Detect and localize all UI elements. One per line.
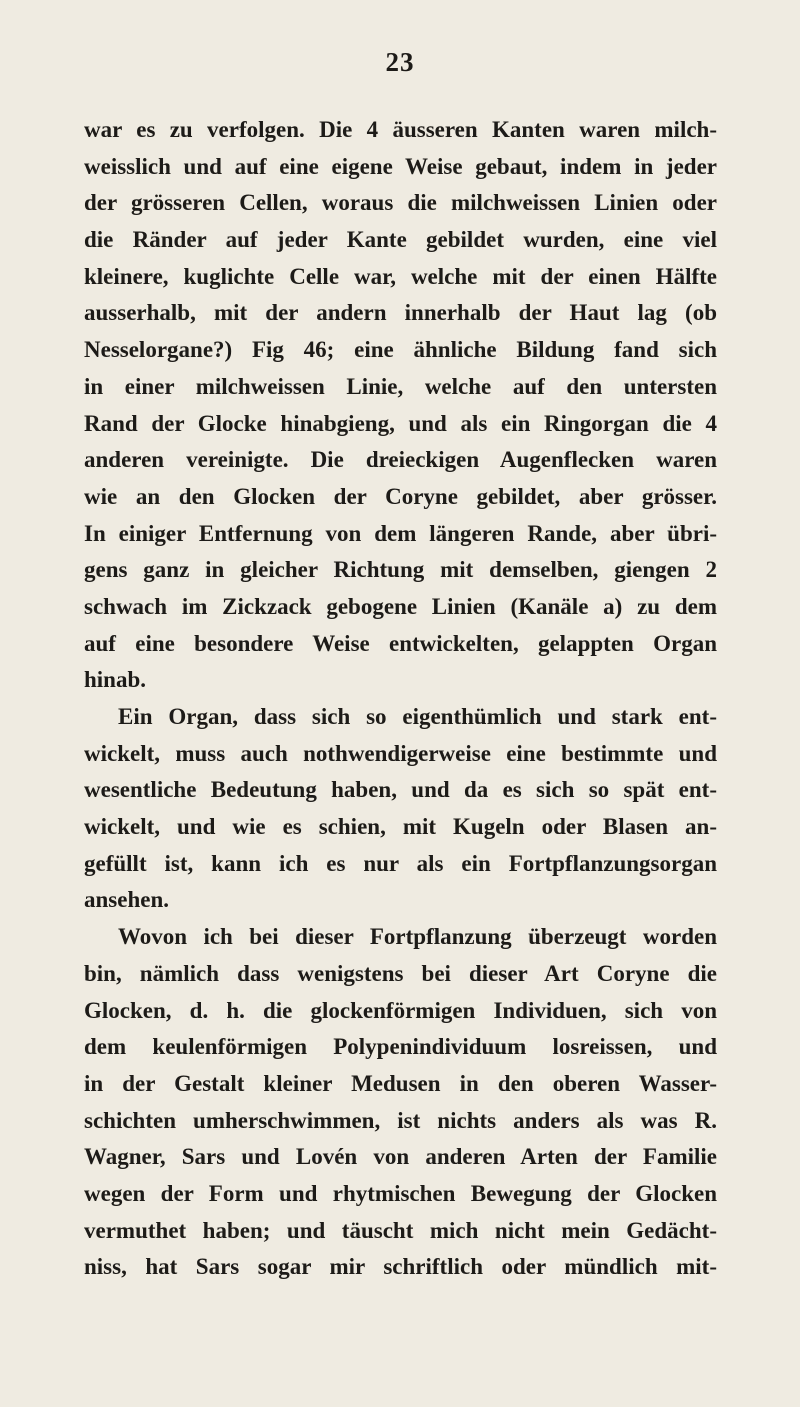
text-line: die Ränder auf jeder Kante gebildet wurden, eine viel xyxy=(84,227,717,253)
text-line: ausserhalb, mit der andern innerhalb der Haut lag (ob xyxy=(84,300,717,326)
text-line: der grösseren Cellen, woraus die milchweissen Linien oder xyxy=(84,190,717,216)
text-line: dem keulenförmigen Polypenindividuum losreissen, und xyxy=(84,1034,717,1060)
text-line: wesentliche Bedeutung haben, und da es sich so spät ent- xyxy=(84,777,717,803)
text-line: ansehen. xyxy=(84,887,169,913)
text-line: schwach im Zickzack gebogene Linien (Kanäle a) zu dem xyxy=(84,593,717,619)
text-line: vermuthet haben; und täuscht mich nicht mein Gedächt- xyxy=(84,1217,717,1243)
text-line: in der Gestalt kleiner Medusen in den oberen Wasser- xyxy=(84,1070,717,1096)
text-line: niss, hat Sars sogar mir schriftlich oder mündlich mit- xyxy=(84,1254,717,1280)
body-text xyxy=(84,112,717,1286)
text-line: auf eine besondere Weise entwickelten, gelappten Organ xyxy=(84,630,717,656)
page-number: 23 xyxy=(385,47,415,77)
text-line: Rand der Glocke hinabgieng, und als ein Ringorgan die 4 xyxy=(84,410,717,436)
text-line: weisslich und auf eine eigene Weise gebaut, indem in jeder xyxy=(84,153,717,179)
text-line: In einiger Entfernung von dem längeren Rande, aber übri- xyxy=(84,520,717,546)
text-line: Ein Organ, dass sich so eigenthümlich und stark ent- xyxy=(118,704,717,729)
text-line: Wagner, Sars und Lovén von anderen Arten der Familie xyxy=(84,1144,717,1170)
text-line: wickelt, muss auch nothwendigerweise eine bestimmte und xyxy=(84,740,717,766)
text-line: wegen der Form und rhytmischen Bewegung der Glocken xyxy=(84,1180,717,1206)
text-line: gefüllt ist, kann ich es nur als ein Fortpflanzungsorgan xyxy=(84,850,717,876)
text-line: Glocken, d. h. die glockenförmigen Individuen, sich von xyxy=(84,997,717,1023)
text-line: schichten umherschwimmen, ist nichts anders als was R. xyxy=(84,1107,717,1133)
text-line: Wovon ich bei dieser Fortpflanzung überzeugt worden xyxy=(118,924,717,950)
text-line: in einer milchweissen Linie, welche auf den untersten xyxy=(84,373,717,399)
text-line: wickelt, und wie es schien, mit Kugeln oder Blasen an- xyxy=(84,814,717,840)
text-line: war es zu verfolgen. Die 4 äusseren Kanten waren milch- xyxy=(84,117,717,142)
text-line: anderen vereinigte. Die dreieckigen Augenflecken waren xyxy=(84,447,717,473)
text-line: hinab. xyxy=(84,667,147,693)
text-line: wie an den Glocken der Coryne gebildet, aber grösser. xyxy=(84,483,717,509)
text-line: bin, nämlich dass wenigstens bei dieser Art Coryne die xyxy=(84,960,717,986)
text-line: gens ganz in gleicher Richtung mit demselben, giengen 2 xyxy=(84,557,717,583)
text-line: kleinere, kuglichte Celle war, welche mit der einen Hälfte xyxy=(84,263,717,289)
text-line: Nesselorgane?) Fig 46; eine ähnliche Bildung fand sich xyxy=(84,337,717,363)
